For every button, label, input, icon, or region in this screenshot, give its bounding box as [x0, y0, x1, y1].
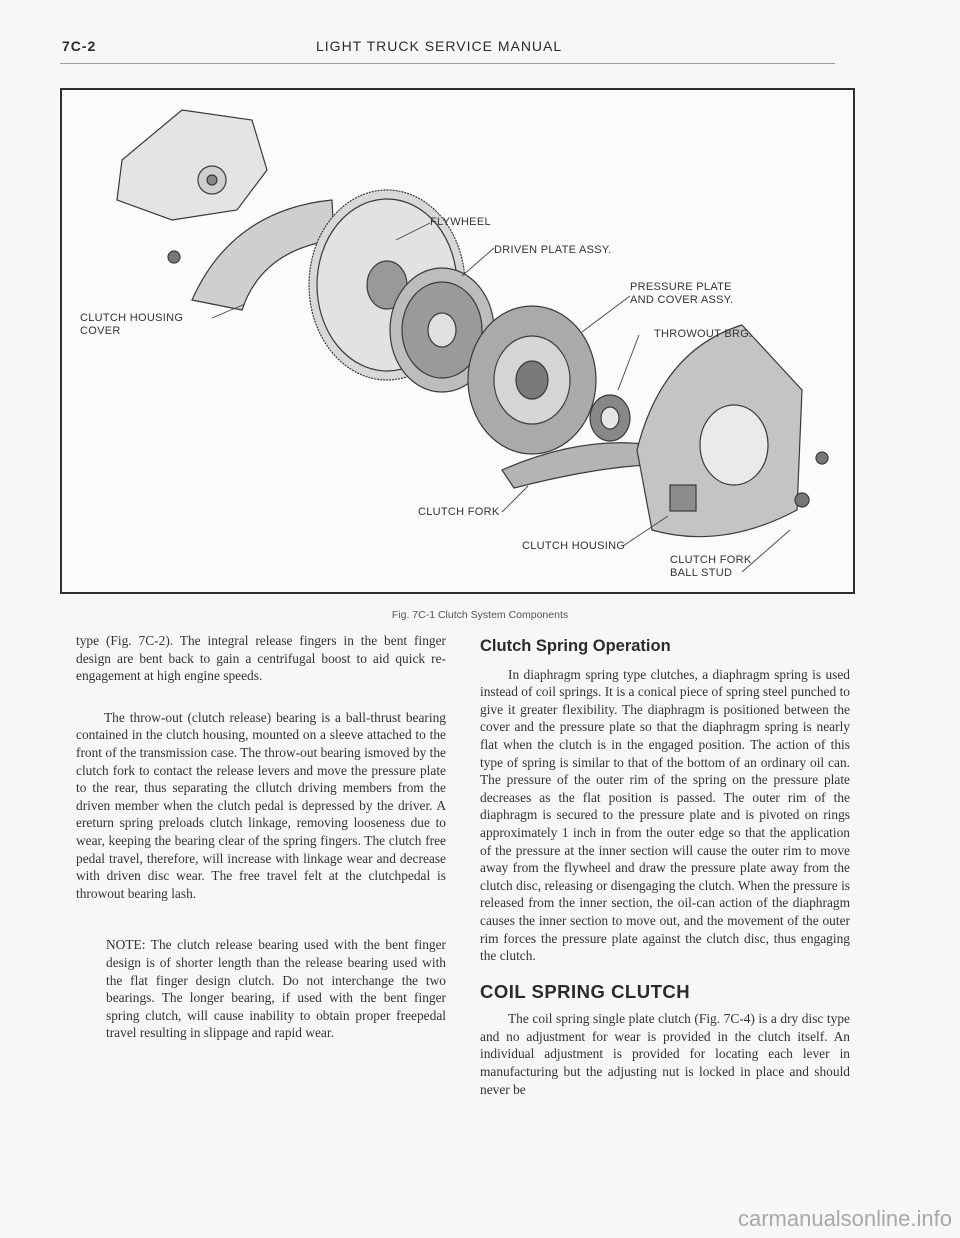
callout-driven-plate: DRIVEN PLATE ASSY.: [494, 244, 612, 256]
callout-clutch-housing-cover-line2: COVER: [80, 325, 121, 337]
note-block: [76, 936, 446, 1042]
watermark: carmanualsonline.info: [737, 1206, 952, 1231]
figure-caption: Fig. 7C-1 Clutch System Components: [391, 609, 569, 621]
left-column: [76, 632, 446, 1042]
callout-ball-stud-line2: BALL STUD: [670, 567, 733, 579]
callout-clutch-housing: CLUTCH HOUSING: [522, 540, 626, 552]
heading-coil-spring-clutch: COIL SPRING CLUTCH: [480, 980, 691, 1002]
callout-ball-stud-line1: CLUTCH FORK: [670, 554, 752, 566]
callout-throwout-bearing: THROWOUT BRG.: [654, 328, 753, 340]
left-paragraph-2: The throw-out (clutch release) bearing is a ball-thrust bearing contained in the clutch housing, mounted on a sleeve attached to the front of the transmission case. The throw-out bearing ismoved by the clutch fork to contact the release levers and move the pressure plate to the rear, thus separating the cllutch driving members from the driven member when the clutch pedal is depressed by the driver. A ereturn spring preloads clutch linkage, removing looseness due to wear, keeping the bearing clear of the spring fingers. The clutch free pedal travel, therefore, will increase with linkage wear and decrease with driven disc wear. The free travel felt at the clutchpedal is throwout bearing lash.: [76, 709, 446, 901]
callout-flywheel: FLYWHEEL: [430, 216, 491, 228]
header-rule: [60, 63, 835, 64]
right-column: [480, 632, 850, 1098]
engine-block-drawing: [117, 110, 267, 220]
left-paragraph-1: type (Fig. 7C-2). The integral release fingers in the bent finger design are bent back to gain a centrifugal boost to aid quick re-engagement at high engine speeds.: [76, 633, 446, 684]
callout-pressure-plate-line2: AND COVER ASSY.: [630, 294, 734, 306]
page-number: 7C-2: [62, 38, 97, 54]
exploded-clutch-figure: [60, 88, 855, 594]
page-header: [62, 34, 842, 60]
right-paragraph-2: The coil spring single plate clutch (Fig. 7C-4) is a dry disc type and no adjustment for wear is provided in the clutch itself. An individual adjustment is provided for locating each lever in manufacturing but the adjusting nut is locked in place and should never be: [480, 1011, 850, 1097]
note-text: NOTE: The clutch release bearing used with the bent finger design is of shorter length than the release bearing used with the flat finger design clutch. Do not interchange the two bearings. The longer bearing, if used with the bent finger spring clutch, will cause inability to obtain proper freepedal travel resulting in slippage and rapid wear.: [106, 937, 446, 1041]
callout-clutch-housing-cover-line1: CLUTCH HOUSING: [80, 312, 184, 324]
manual-title: LIGHT TRUCK SERVICE MANUAL: [316, 38, 563, 54]
heading-clutch-spring-operation: Clutch Spring Operation: [480, 637, 671, 655]
callout-pressure-plate-line1: PRESSURE PLATE: [630, 281, 732, 293]
callout-clutch-fork: CLUTCH FORK: [418, 506, 500, 518]
right-paragraph-1: In diaphragm spring type clutches, a diaphragm spring is used instead of coil springs. It is a conical piece of spring steel punched to give it greater flexibility. The diaphragm is positioned between the cover and the pressure plate so that the diaphragm spring is nearly flat when the clutch is in the engaged position. The action of this type of spring is similar to that of the bottom of an ordinary oil can. The pressure of the outer rim of the spring on the pressure plate decreases as the flat position is passed. The outer rim of the diaphragm is secured to the pressure plate and is pivoted on rings approximately 1 inch in from the outer edge so that the application of the pressure at the inner section will cause the outer rim to move away from the flywheel and draw the pressure plate away from the clutch disc, releasing or disengaging the clutch. When the pressure is released from the inner section, the oil-can action of the diaphragm causes the inner section to move out, and the movement of the outer rim forces the pressure plate against the clutch disc, thus engaging the clutch.: [480, 666, 850, 964]
